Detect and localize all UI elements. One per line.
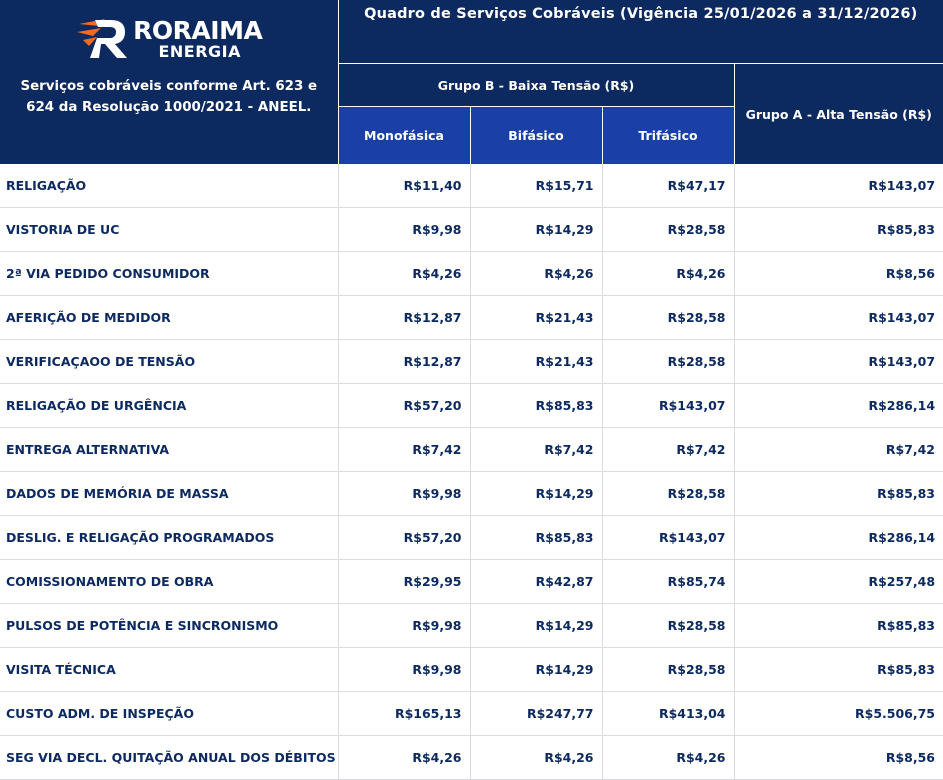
price-monofasica: R$29,95: [338, 560, 470, 604]
service-name: VISITA TÉCNICA: [0, 648, 338, 692]
service-name: ENTREGA ALTERNATIVA: [0, 428, 338, 472]
table-row: [0, 560, 943, 604]
service-name: DADOS DE MEMÓRIA DE MASSA: [0, 472, 338, 516]
table-title: Quadro de Serviços Cobráveis (Vigência 25/01/2026 a 31/12/2026): [338, 0, 943, 64]
price-bifasico: R$7,42: [470, 428, 602, 472]
price-bifasico: R$21,43: [470, 296, 602, 340]
price-trifasico: R$4,26: [602, 736, 734, 780]
price-grupo-a: R$143,07: [734, 340, 943, 384]
price-grupo-a: R$8,56: [734, 736, 943, 780]
table-row: [0, 340, 943, 384]
table-row: [0, 648, 943, 692]
price-grupo-a: R$286,14: [734, 384, 943, 428]
price-monofasica: R$9,98: [338, 648, 470, 692]
price-grupo-a: R$85,83: [734, 648, 943, 692]
price-trifasico: R$28,58: [602, 648, 734, 692]
group-a-header: Grupo A - Alta Tensão (R$): [734, 64, 943, 165]
price-trifasico: R$28,58: [602, 208, 734, 252]
service-name: VERIFICAÇAOO DE TENSÃO: [0, 340, 338, 384]
brand-logo: [0, 16, 338, 60]
column-header-bifasico: Bifásico: [470, 107, 602, 165]
price-bifasico: R$247,77: [470, 692, 602, 736]
price-monofasica: R$4,26: [338, 252, 470, 296]
price-trifasico: R$28,58: [602, 472, 734, 516]
price-monofasica: R$165,13: [338, 692, 470, 736]
price-trifasico: R$143,07: [602, 516, 734, 560]
service-name: COMISSIONAMENTO DE OBRA: [0, 560, 338, 604]
service-name: PULSOS DE POTÊNCIA E SINCRONISMO: [0, 604, 338, 648]
service-name: RELIGAÇÃO DE URGÊNCIA: [0, 384, 338, 428]
price-bifasico: R$14,29: [470, 604, 602, 648]
column-header-trifasico: Trifásico: [602, 107, 734, 165]
price-monofasica: R$11,40: [338, 164, 470, 208]
service-name: CUSTO ADM. DE INSPEÇÃO: [0, 692, 338, 736]
service-name: VISTORIA DE UC: [0, 208, 338, 252]
price-bifasico: R$4,26: [470, 736, 602, 780]
brand-description: Serviços cobráveis conforme Art. 623 e 624 da Resolução 1000/2021 - ANEEL.: [20, 79, 318, 115]
price-monofasica: R$57,20: [338, 516, 470, 560]
service-name: SEG VIA DECL. QUITAÇÃO ANUAL DOS DÉBITOS: [0, 736, 338, 780]
table-row: [0, 604, 943, 648]
price-bifasico: R$21,43: [470, 340, 602, 384]
group-b-header: Grupo B - Baixa Tensão (R$): [338, 64, 734, 107]
table-row: [0, 252, 943, 296]
table-row: [0, 296, 943, 340]
price-bifasico: R$15,71: [470, 164, 602, 208]
price-bifasico: R$42,87: [470, 560, 602, 604]
price-grupo-a: R$257,48: [734, 560, 943, 604]
table-row: [0, 472, 943, 516]
price-grupo-a: R$5.506,75: [734, 692, 943, 736]
price-bifasico: R$14,29: [470, 208, 602, 252]
column-header-monofasica: Monofásica: [338, 107, 470, 165]
brand-cell: [0, 0, 338, 164]
price-monofasica: R$9,98: [338, 472, 470, 516]
table-row: [0, 208, 943, 252]
price-trifasico: R$47,17: [602, 164, 734, 208]
price-trifasico: R$413,04: [602, 692, 734, 736]
price-bifasico: R$14,29: [470, 648, 602, 692]
price-trifasico: R$85,74: [602, 560, 734, 604]
table-row: [0, 692, 943, 736]
price-bifasico: R$85,83: [470, 516, 602, 560]
price-trifasico: R$28,58: [602, 604, 734, 648]
price-monofasica: R$4,26: [338, 736, 470, 780]
price-monofasica: R$7,42: [338, 428, 470, 472]
price-grupo-a: R$7,42: [734, 428, 943, 472]
logo-title: RORAIMA: [133, 15, 263, 45]
price-monofasica: R$57,20: [338, 384, 470, 428]
price-bifasico: R$4,26: [470, 252, 602, 296]
roraima-energia-logo-icon: [75, 16, 131, 60]
service-name: 2ª VIA PEDIDO CONSUMIDOR: [0, 252, 338, 296]
price-monofasica: R$9,98: [338, 208, 470, 252]
price-trifasico: R$4,26: [602, 252, 734, 296]
price-grupo-a: R$85,83: [734, 472, 943, 516]
price-bifasico: R$14,29: [470, 472, 602, 516]
price-trifasico: R$143,07: [602, 384, 734, 428]
table-row: [0, 516, 943, 560]
service-name: RELIGAÇÃO: [0, 164, 338, 208]
table-body: [0, 164, 943, 780]
logo-subtitle: ENERGIA: [158, 41, 242, 61]
price-trifasico: R$7,42: [602, 428, 734, 472]
table-row: [0, 428, 943, 472]
service-name: DESLIG. E RELIGAÇÃO PROGRAMADOS: [0, 516, 338, 560]
price-grupo-a: R$143,07: [734, 164, 943, 208]
price-grupo-a: R$85,83: [734, 604, 943, 648]
price-grupo-a: R$8,56: [734, 252, 943, 296]
table-header: [0, 0, 943, 164]
service-name: AFERIÇÃO DE MEDIDOR: [0, 296, 338, 340]
price-trifasico: R$28,58: [602, 296, 734, 340]
table-row: [0, 384, 943, 428]
table-row: [0, 164, 943, 208]
price-monofasica: R$9,98: [338, 604, 470, 648]
price-bifasico: R$85,83: [470, 384, 602, 428]
price-monofasica: R$12,87: [338, 296, 470, 340]
price-grupo-a: R$286,14: [734, 516, 943, 560]
price-grupo-a: R$85,83: [734, 208, 943, 252]
price-monofasica: R$12,87: [338, 340, 470, 384]
price-trifasico: R$28,58: [602, 340, 734, 384]
table-row: [0, 736, 943, 780]
price-grupo-a: R$143,07: [734, 296, 943, 340]
